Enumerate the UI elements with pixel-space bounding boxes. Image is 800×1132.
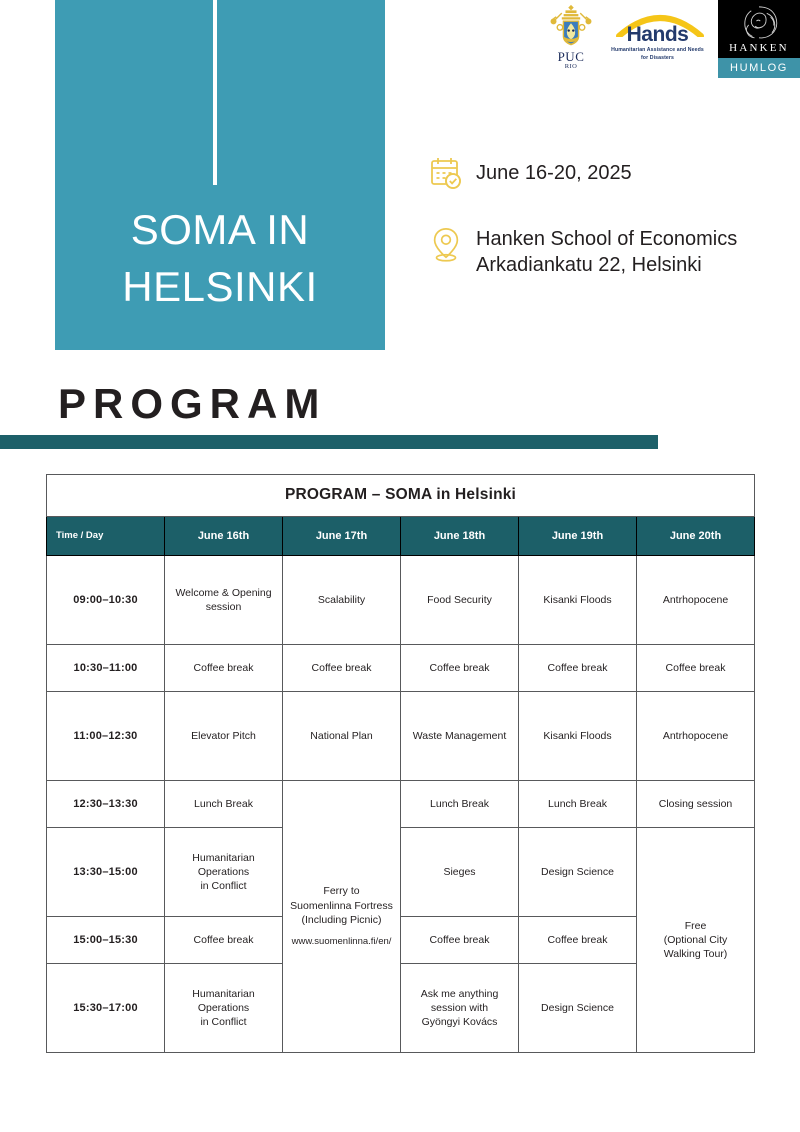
table-cell-line: Coffee break	[547, 933, 608, 946]
table-header-day-4: June 19th	[519, 517, 637, 556]
puc-crest-icon	[548, 3, 594, 49]
table-cell	[165, 917, 283, 964]
table-cell	[637, 828, 755, 1053]
table-cell-line: Coffee break	[193, 661, 254, 674]
table-cell	[519, 781, 637, 828]
table-cell	[519, 645, 637, 692]
table-cell-content	[286, 661, 397, 675]
event-location-line1: Hanken School of Economics	[476, 228, 738, 250]
table-cell-time: 13:30–15:00	[47, 828, 165, 917]
hands-logo-word: Hands	[626, 23, 689, 46]
program-table-wrapper	[46, 474, 754, 1053]
program-heading: PROGRAM	[58, 380, 327, 427]
hero-title	[55, 202, 385, 315]
hero-title-line1: SOMA IN	[130, 206, 310, 253]
hands-tagline	[607, 47, 708, 63]
table-cell-line: Lunch Break	[430, 797, 489, 810]
calendar-check-icon	[430, 155, 462, 191]
table-cell	[165, 781, 283, 828]
event-location-text	[476, 226, 737, 278]
table-cell-line: Humanitarian	[192, 851, 255, 864]
table-cell-content	[640, 593, 751, 607]
hands-logo	[607, 0, 708, 70]
table-cell	[637, 692, 755, 781]
table-cell-line: Antrhopocene	[662, 729, 729, 742]
table-cell	[401, 692, 519, 781]
table-cell-line: Humanitarian	[192, 987, 255, 1000]
table-cell	[401, 964, 519, 1053]
table-cell-content	[522, 661, 633, 675]
puc-rio-logo	[545, 0, 597, 76]
table-header-day-1: June 16th	[165, 517, 283, 556]
hands-tagline-line2: and Needs for Disasters	[640, 47, 704, 61]
table-cell	[283, 556, 401, 645]
table-cell-line: Coffee break	[665, 661, 726, 674]
table-cell	[165, 692, 283, 781]
table-title: PROGRAM – SOMA in Helsinki	[47, 475, 755, 517]
table-body	[47, 556, 755, 1053]
table-header-day-3: June 18th	[401, 517, 519, 556]
table-cell-line: Scalability	[317, 593, 366, 606]
table-cell-line: Kisanki Floods	[543, 593, 612, 606]
table-cell-line: Suomenlinna Fortress	[290, 899, 393, 912]
humlog-band: HUMLOG	[718, 58, 800, 78]
table-header-time-day: Time / Day	[47, 517, 165, 556]
table-cell-line: Coffee break	[311, 661, 372, 674]
table-cell-content	[168, 987, 279, 1030]
table-cell	[401, 556, 519, 645]
event-date-text: June 16-20, 2025	[476, 162, 632, 184]
hero-title-block	[55, 0, 385, 350]
table-title-row	[47, 475, 755, 517]
table-cell	[519, 828, 637, 917]
table-cell-line: Coffee break	[429, 933, 490, 946]
table-cell-time: 09:00–10:30	[47, 556, 165, 645]
table-row	[47, 692, 755, 781]
table-cell	[283, 692, 401, 781]
table-cell-content	[640, 729, 751, 743]
table-cell-line: Kisanki Floods	[543, 729, 612, 742]
table-cell-content	[522, 1001, 633, 1015]
table-cell	[401, 917, 519, 964]
table-cell-line: Sieges	[443, 865, 476, 878]
event-date-row	[430, 155, 632, 191]
table-row	[47, 645, 755, 692]
hanken-logo-word: HANKEN	[729, 41, 789, 54]
table-cell-content	[168, 586, 279, 614]
table-cell-content	[168, 797, 279, 811]
table-header-day-5: June 20th	[637, 517, 755, 556]
table-row	[47, 781, 755, 828]
table-cell-content	[522, 865, 633, 879]
table-cell-line: session	[205, 601, 242, 613]
program-table	[46, 474, 755, 1053]
table-cell-line: Food Security	[427, 593, 492, 606]
table-cell-line: Coffee break	[193, 933, 254, 946]
hanken-head-icon	[733, 3, 785, 42]
table-row	[47, 556, 755, 645]
table-cell-line: Lunch Break	[194, 797, 253, 810]
table-cell-content	[522, 593, 633, 607]
table-cell-line: National Plan	[310, 729, 373, 742]
table-cell	[519, 917, 637, 964]
table-cell-content	[404, 729, 515, 743]
table-cell-line: Design Science	[541, 865, 614, 878]
table-cell	[401, 645, 519, 692]
table-cell-line: Lunch Break	[548, 797, 607, 810]
table-cell	[401, 828, 519, 917]
table-cell-time: 12:30–13:30	[47, 781, 165, 828]
table-cell-content	[286, 729, 397, 743]
table-cell-line: (Including Picnic)	[301, 913, 382, 926]
table-cell-content	[286, 593, 397, 607]
table-cell-content	[404, 865, 515, 879]
table-cell-line: Walking Tour)	[663, 948, 728, 961]
table-cell-content	[522, 933, 633, 947]
table-cell-line: Waste Management	[412, 729, 507, 742]
table-cell-line: Operations	[197, 1001, 250, 1014]
table-cell	[637, 645, 755, 692]
table-cell-time: 15:00–15:30	[47, 917, 165, 964]
table-cell-line: in Conflict	[200, 1016, 247, 1029]
table-cell-content	[640, 797, 751, 811]
table-cell-line: session with	[430, 1001, 489, 1014]
table-cell-content	[522, 797, 633, 811]
table-cell-line: Coffee break	[429, 661, 490, 674]
puc-logo-subtext: RIO	[564, 63, 578, 70]
table-cell-line: Free	[684, 919, 707, 932]
table-cell	[637, 781, 755, 828]
table-cell-time: 15:30–17:00	[47, 964, 165, 1053]
table-cell-content	[640, 661, 751, 675]
table-cell-line: Elevator Pitch	[191, 729, 256, 742]
suomenlinna-url-link[interactable]: www.suomenlinna.fi/en/	[291, 935, 392, 947]
table-cell-line: Welcome & Opening	[175, 586, 272, 599]
table-cell	[519, 556, 637, 645]
table-cell-content	[404, 933, 515, 947]
table-cell	[165, 645, 283, 692]
table-cell-content	[404, 987, 515, 1030]
table-cell	[519, 692, 637, 781]
table-cell-line: Ask me anything	[420, 987, 499, 1000]
table-cell	[283, 645, 401, 692]
table-cell-line: in Conflict	[200, 880, 247, 893]
puc-logo-text: PUC	[557, 49, 585, 64]
program-divider-bar	[0, 435, 658, 449]
table-cell-line: Closing session	[658, 797, 733, 810]
table-cell-content	[286, 884, 397, 948]
table-cell	[401, 781, 519, 828]
table-cell-content	[640, 919, 751, 962]
table-header-row	[47, 517, 755, 556]
table-cell	[165, 964, 283, 1053]
table-header-day-2: June 17th	[283, 517, 401, 556]
hero-title-line2: HELSINKI	[122, 262, 318, 310]
table-cell-content	[404, 797, 515, 811]
table-cell-line: Design Science	[541, 1001, 614, 1014]
table-cell-line: Coffee break	[547, 661, 608, 674]
table-cell-line: Antrhopocene	[662, 593, 729, 606]
event-location-line2: Arkadiankatu 22, Helsinki	[476, 254, 702, 276]
table-cell-line: Operations	[197, 865, 250, 878]
table-cell-content	[168, 661, 279, 675]
table-cell-content	[522, 729, 633, 743]
hanken-humlog-logo	[718, 0, 800, 78]
table-cell-content	[168, 933, 279, 947]
table-cell-line: Ferry to	[323, 885, 360, 898]
cell-spacer	[286, 927, 397, 936]
table-cell	[637, 556, 755, 645]
table-cell-line: (Optional City	[663, 933, 728, 946]
table-cell	[165, 556, 283, 645]
table-cell-content	[404, 593, 515, 607]
table-cell-content	[168, 729, 279, 743]
table-cell-content	[168, 851, 279, 894]
table-row	[47, 828, 755, 917]
table-cell	[519, 964, 637, 1053]
table-cell-line: Gyöngyi Kovács	[421, 1016, 498, 1029]
table-cell	[165, 828, 283, 917]
hero-vertical-rule	[213, 0, 217, 185]
table-cell	[283, 781, 401, 1053]
map-pin-icon	[430, 226, 462, 262]
hands-tagline-line1: Humanitarian Assistance	[611, 47, 676, 53]
logo-strip	[545, 0, 800, 82]
table-cell-content	[404, 661, 515, 675]
table-cell-time: 11:00–12:30	[47, 692, 165, 781]
event-location-row	[430, 226, 737, 278]
table-cell-time: 10:30–11:00	[47, 645, 165, 692]
